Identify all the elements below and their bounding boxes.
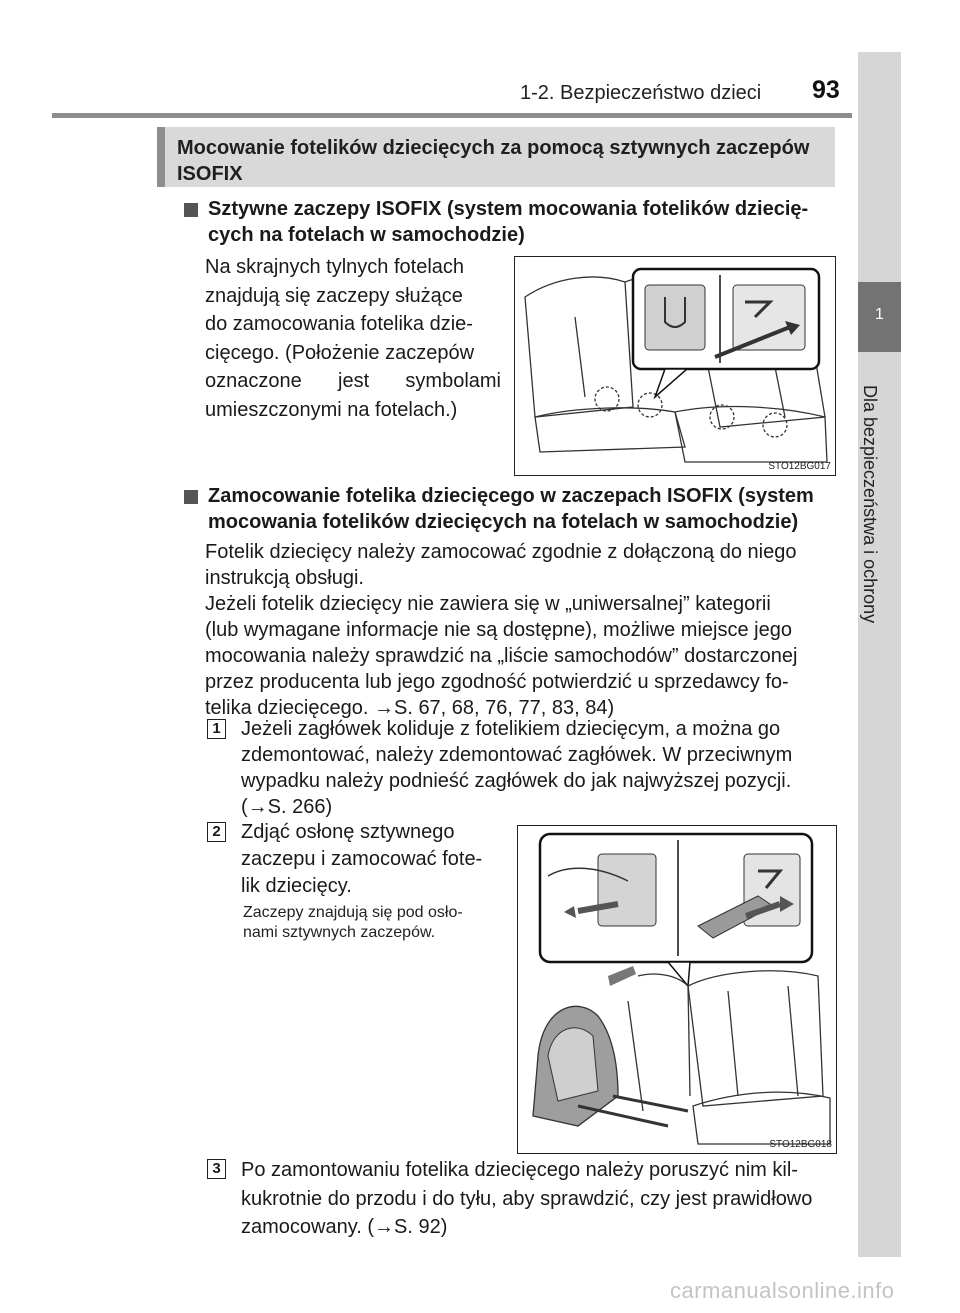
text-line: lik dziecięcy. xyxy=(241,875,352,897)
bullet-icon xyxy=(184,490,198,504)
step-number-1: 1 xyxy=(207,719,226,739)
step-number-3: 3 xyxy=(207,1159,226,1179)
step1-text xyxy=(241,716,833,820)
isofix-seat-figure xyxy=(514,256,836,476)
step2-text xyxy=(241,819,499,900)
text-line: Jeżeli zagłówek koliduje z fotelikiem dziecięcym, a można go xyxy=(241,718,781,740)
chapter-number-box xyxy=(858,282,901,352)
text-line: mocowania należy sprawdzić na „liście samochodów” dostarczonej xyxy=(205,645,798,667)
section2-text xyxy=(205,539,833,721)
text-line: zdemontować, należy zdemontować zagłówek. W przeciwnym xyxy=(241,744,793,766)
child-seat-installation-illustration xyxy=(518,826,836,1153)
step-number-2: 2 xyxy=(207,822,226,842)
note-line: nami sztywnych zaczepów. xyxy=(243,924,436,941)
text-line: znajdują się zaczepy służące xyxy=(205,284,463,307)
isofix-seat-illustration xyxy=(515,257,835,475)
text-line: wypadku należy podnieść zagłówek do jak najwyższej pozycji. xyxy=(241,770,792,792)
text-line: Fotelik dziecięcy należy zamocować zgodnie z dołączoną do niego xyxy=(205,541,797,563)
text-line: oznaczone jest symbolami xyxy=(205,370,501,393)
text-line: zamocowany. (→S. 92) xyxy=(241,1216,448,1238)
header-divider xyxy=(52,113,852,118)
text-line: kukrotnie do przodu i do tyłu, aby sprawdzić, czy jest prawidłowo xyxy=(241,1187,813,1210)
child-seat-installation-figure xyxy=(517,825,837,1154)
text-line: instrukcją obsługi. xyxy=(205,567,364,589)
section2-heading xyxy=(208,483,832,535)
section-title-line1: Mocowanie fotelików dziecięcych za pomocą sztywnych zaczepów xyxy=(177,137,810,159)
note-line: Zaczepy znajdują się pod osło- xyxy=(243,904,463,921)
bullet-icon xyxy=(184,203,198,217)
section1-heading-line1: Sztywne zaczepy ISOFIX (system mocowania fotelików dziecię- xyxy=(208,198,809,220)
text-line: zaczepu i zamocować fote- xyxy=(241,848,483,870)
text-line: (→S. 266) xyxy=(241,796,333,818)
text-line: Zdjąć osłonę sztywnego xyxy=(241,821,455,843)
text-line: umieszczonymi na fotelach.) xyxy=(205,398,458,421)
section1-heading-line2: cych na fotelach w samochodzie) xyxy=(208,224,525,246)
header-section-title: 1-2. Bezpieczeństwo dzieci xyxy=(520,82,762,104)
figure-code: STO12BG017 xyxy=(768,461,831,472)
section2-heading-line2: mocowania fotelików dziecięcych na fotelach w samochodzie) xyxy=(208,511,799,533)
text-line: przez producenta lub jego zgodność potwierdzić u sprzedawcy fo- xyxy=(205,671,789,693)
section2-heading-line1: Zamocowanie fotelika dziecięcego w zaczepach ISOFIX (system xyxy=(208,485,814,507)
chapter-side-tab xyxy=(858,52,901,1257)
text-line: Na skrajnych tylnych fotelach xyxy=(205,256,465,278)
text-line: do zamocowania fotelika dzie- xyxy=(205,313,473,336)
text-line: cięcego. (Położenie zaczepów xyxy=(205,341,475,364)
step2-note xyxy=(243,903,503,943)
section-title-box xyxy=(157,127,835,187)
chapter-title: Dla bezpieczeństwa i ochrony xyxy=(860,385,880,624)
step3-text xyxy=(241,1156,833,1242)
text-line: Jeżeli fotelik dziecięcy nie zawiera się w „uniwersalnej” kategorii xyxy=(205,593,771,615)
section1-heading xyxy=(208,196,832,248)
page-number: 93 xyxy=(812,76,840,104)
chapter-number: 1 xyxy=(875,306,884,323)
figure-code: STO12BG018 xyxy=(769,1139,832,1150)
text-line: telika dziecięcego. →S. 67, 68, 76, 77, 83, 84) xyxy=(205,697,615,719)
text-line: (lub wymagane informacje nie są dostępne), możliwe miejsce jego xyxy=(205,619,792,641)
section-title-line2: ISOFIX xyxy=(177,163,243,185)
text-line: Po zamontowaniu fotelika dziecięcego należy poruszyć nim kil- xyxy=(241,1159,798,1181)
section1-text xyxy=(205,253,501,425)
watermark: carmanualsonline.info xyxy=(670,1278,895,1303)
